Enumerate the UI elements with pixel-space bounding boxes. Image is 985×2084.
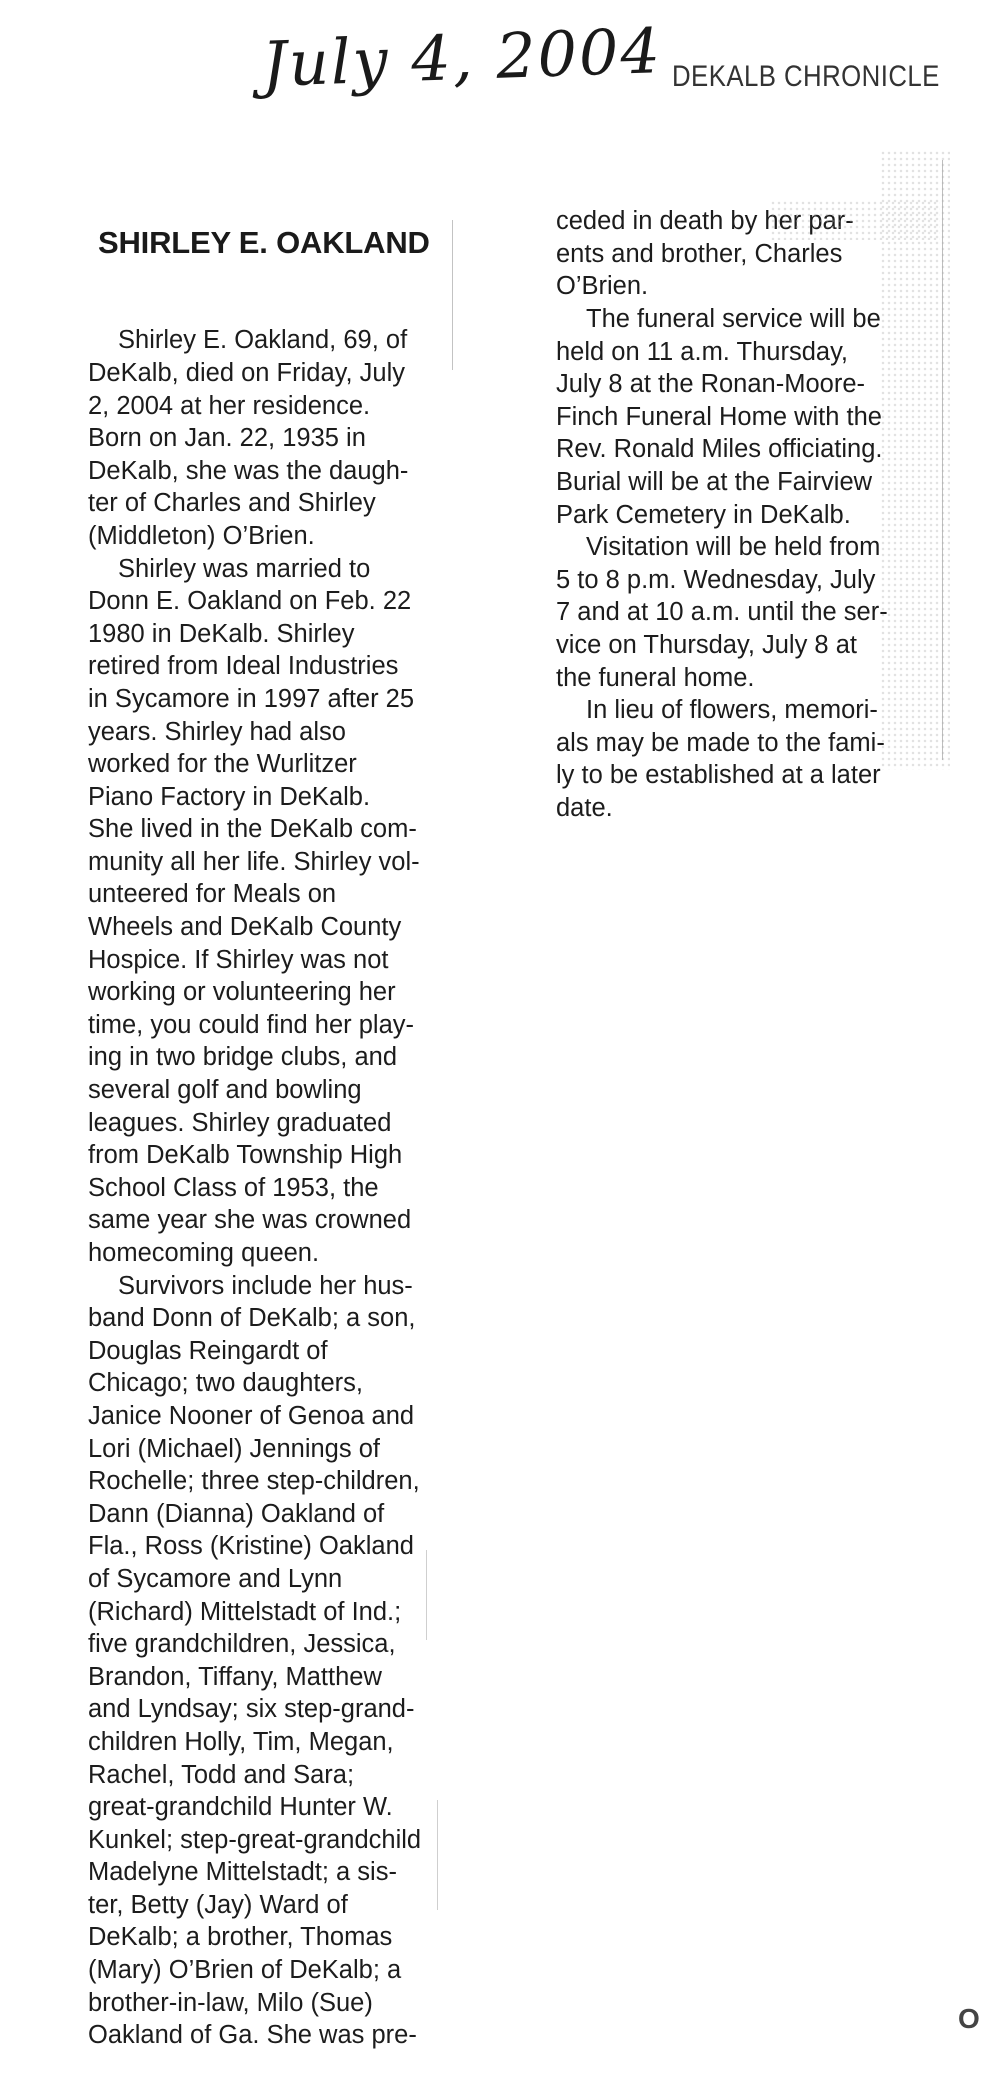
text-line: Oakland of Ga. She was pre- — [88, 2021, 417, 2050]
text-line: Park Cemetery in DeKalb. — [556, 500, 851, 529]
text-line: In lieu of flowers, memori- — [586, 696, 878, 725]
text-line: Rochelle; three step-children, — [88, 1467, 420, 1496]
text-line: ter, Betty (Jay) Ward of — [88, 1890, 348, 1919]
scan-noise-right — [880, 150, 950, 770]
text-line: Dann (Dianna) Oakland of — [88, 1499, 385, 1528]
text-line: unteered for Meals on — [88, 880, 337, 909]
text-line: Brandon, Tiffany, Matthew — [88, 1662, 382, 1691]
text-line: Douglas Reingardt of — [88, 1336, 328, 1365]
text-line: Born on Jan. 22, 1935 in — [88, 424, 366, 453]
text-line: Chicago; two daughters, — [88, 1369, 363, 1398]
text-line: Fla., Ross (Kristine) Oakland — [88, 1532, 414, 1561]
text-line: the funeral home. — [556, 663, 755, 692]
handwritten-date: July 4, 2004 — [260, 14, 664, 101]
text-line: brother-in-law, Milo (Sue) — [88, 1988, 373, 2017]
text-line: in Sycamore in 1997 after 25 — [88, 684, 415, 713]
text-line: time, you could find her play- — [88, 1010, 414, 1039]
text-line: 5 to 8 p.m. Wednesday, July — [556, 565, 876, 594]
corner-mark: O — [958, 2003, 980, 2034]
text-line: working or volunteering her — [88, 978, 396, 1007]
text-line: vice on Thursday, July 8 at — [556, 630, 857, 659]
text-line: ter of Charles and Shirley — [88, 489, 376, 518]
obituary-right-column — [556, 140, 888, 857]
right-column-text — [556, 205, 888, 824]
text-line: worked for the Wurlitzer — [88, 750, 357, 779]
text-line: DeKalb, died on Friday, July — [88, 358, 406, 387]
text-line: School Class of 1953, the — [88, 1173, 379, 1202]
text-line: She lived in the DeKalb com- — [88, 815, 417, 844]
obituary-title: SHIRLEY E. OAKLAND — [98, 225, 430, 261]
text-line: (Middleton) O’Brien. — [88, 521, 315, 550]
text-line: homecoming queen. — [88, 1239, 320, 1267]
text-line: ceded in death by her par- — [556, 207, 854, 236]
text-line: several golf and bowling — [88, 1076, 362, 1105]
text-line: Burial will be at the Fairview — [556, 467, 873, 496]
text-line: of Sycamore and Lynn — [88, 1564, 343, 1593]
text-line: same year she was crowned — [88, 1206, 412, 1235]
text-line: July 8 at the Ronan-Moore- — [556, 370, 865, 399]
text-line: ents and brother, Charles — [556, 239, 843, 268]
left-column-text — [88, 324, 430, 2051]
text-line: children Holly, Tim, Megan, — [88, 1727, 394, 1756]
obituary-left-column — [88, 158, 430, 2084]
text-line: from DeKalb Township High — [88, 1141, 403, 1170]
text-line: leagues. Shirley graduated — [88, 1108, 392, 1137]
text-line: (Mary) O’Brien of DeKalb; a — [88, 1956, 402, 1985]
text-line: band Donn of DeKalb; a son, — [88, 1304, 416, 1333]
text-line: (Richard) Mittelstadt of Ind.; — [88, 1597, 402, 1626]
text-line: Kunkel; step-great-grandchild — [88, 1825, 422, 1854]
text-line: years. Shirley had also — [88, 717, 346, 746]
text-line: Finch Funeral Home with the — [556, 402, 882, 431]
text-line: munity all her life. Shirley vol- — [88, 847, 420, 876]
text-line: Survivors include her hus- — [118, 1271, 413, 1300]
text-line: Janice Nooner of Genoa and — [88, 1401, 415, 1430]
text-line: held on 11 a.m. Thursday, — [556, 337, 849, 366]
text-line: Piano Factory in DeKalb. — [88, 782, 371, 811]
text-line: als may be made to the fami- — [556, 728, 885, 757]
text-line: five grandchildren, Jessica, — [88, 1630, 396, 1659]
text-line: Hospice. If Shirley was not — [88, 945, 389, 974]
text-line: Donn E. Oakland on Feb. 22 — [88, 587, 412, 616]
text-line: Madelyne Mittelstadt; a sis- — [88, 1858, 397, 1887]
text-line: 2, 2004 at her residence. — [88, 391, 371, 420]
text-line: Wheels and DeKalb County — [88, 913, 402, 942]
text-line: 1980 in DeKalb. Shirley — [88, 619, 355, 648]
text-line: Shirley was married to — [118, 554, 371, 583]
text-line: Rev. Ronald Miles officiating. — [556, 435, 883, 464]
clipping-edge-left-column-bottom — [437, 1800, 438, 1910]
text-line: Lori (Michael) Jennings of — [88, 1434, 380, 1463]
text-line: retired from Ideal Industries — [88, 652, 399, 681]
clipping-edge-left-column — [452, 220, 453, 370]
text-line: ing in two bridge clubs, and — [88, 1043, 398, 1072]
text-line: great-grandchild Hunter W. — [88, 1793, 393, 1822]
text-line: 7 and at 10 a.m. until the ser- — [556, 598, 888, 627]
publication-name: DEKALB CHRONICLE — [672, 60, 940, 93]
text-line: O’Brien. — [556, 272, 649, 301]
clipping-edge-left-column-lower — [426, 1550, 427, 1640]
text-line: The funeral service will be — [586, 304, 881, 333]
text-line: ly to be established at a later — [556, 761, 881, 790]
text-line: and Lyndsay; six step-grand- — [88, 1695, 415, 1724]
text-line: Shirley E. Oakland, 69, of — [118, 326, 408, 355]
scan-noise-top — [770, 200, 940, 240]
text-line: DeKalb; a brother, Thomas — [88, 1923, 393, 1952]
text-line: Rachel, Todd and Sara; — [88, 1760, 355, 1789]
text-line: DeKalb, she was the daugh- — [88, 456, 409, 485]
text-line: date. — [556, 793, 613, 822]
text-line: Visitation will be held from — [586, 533, 881, 562]
